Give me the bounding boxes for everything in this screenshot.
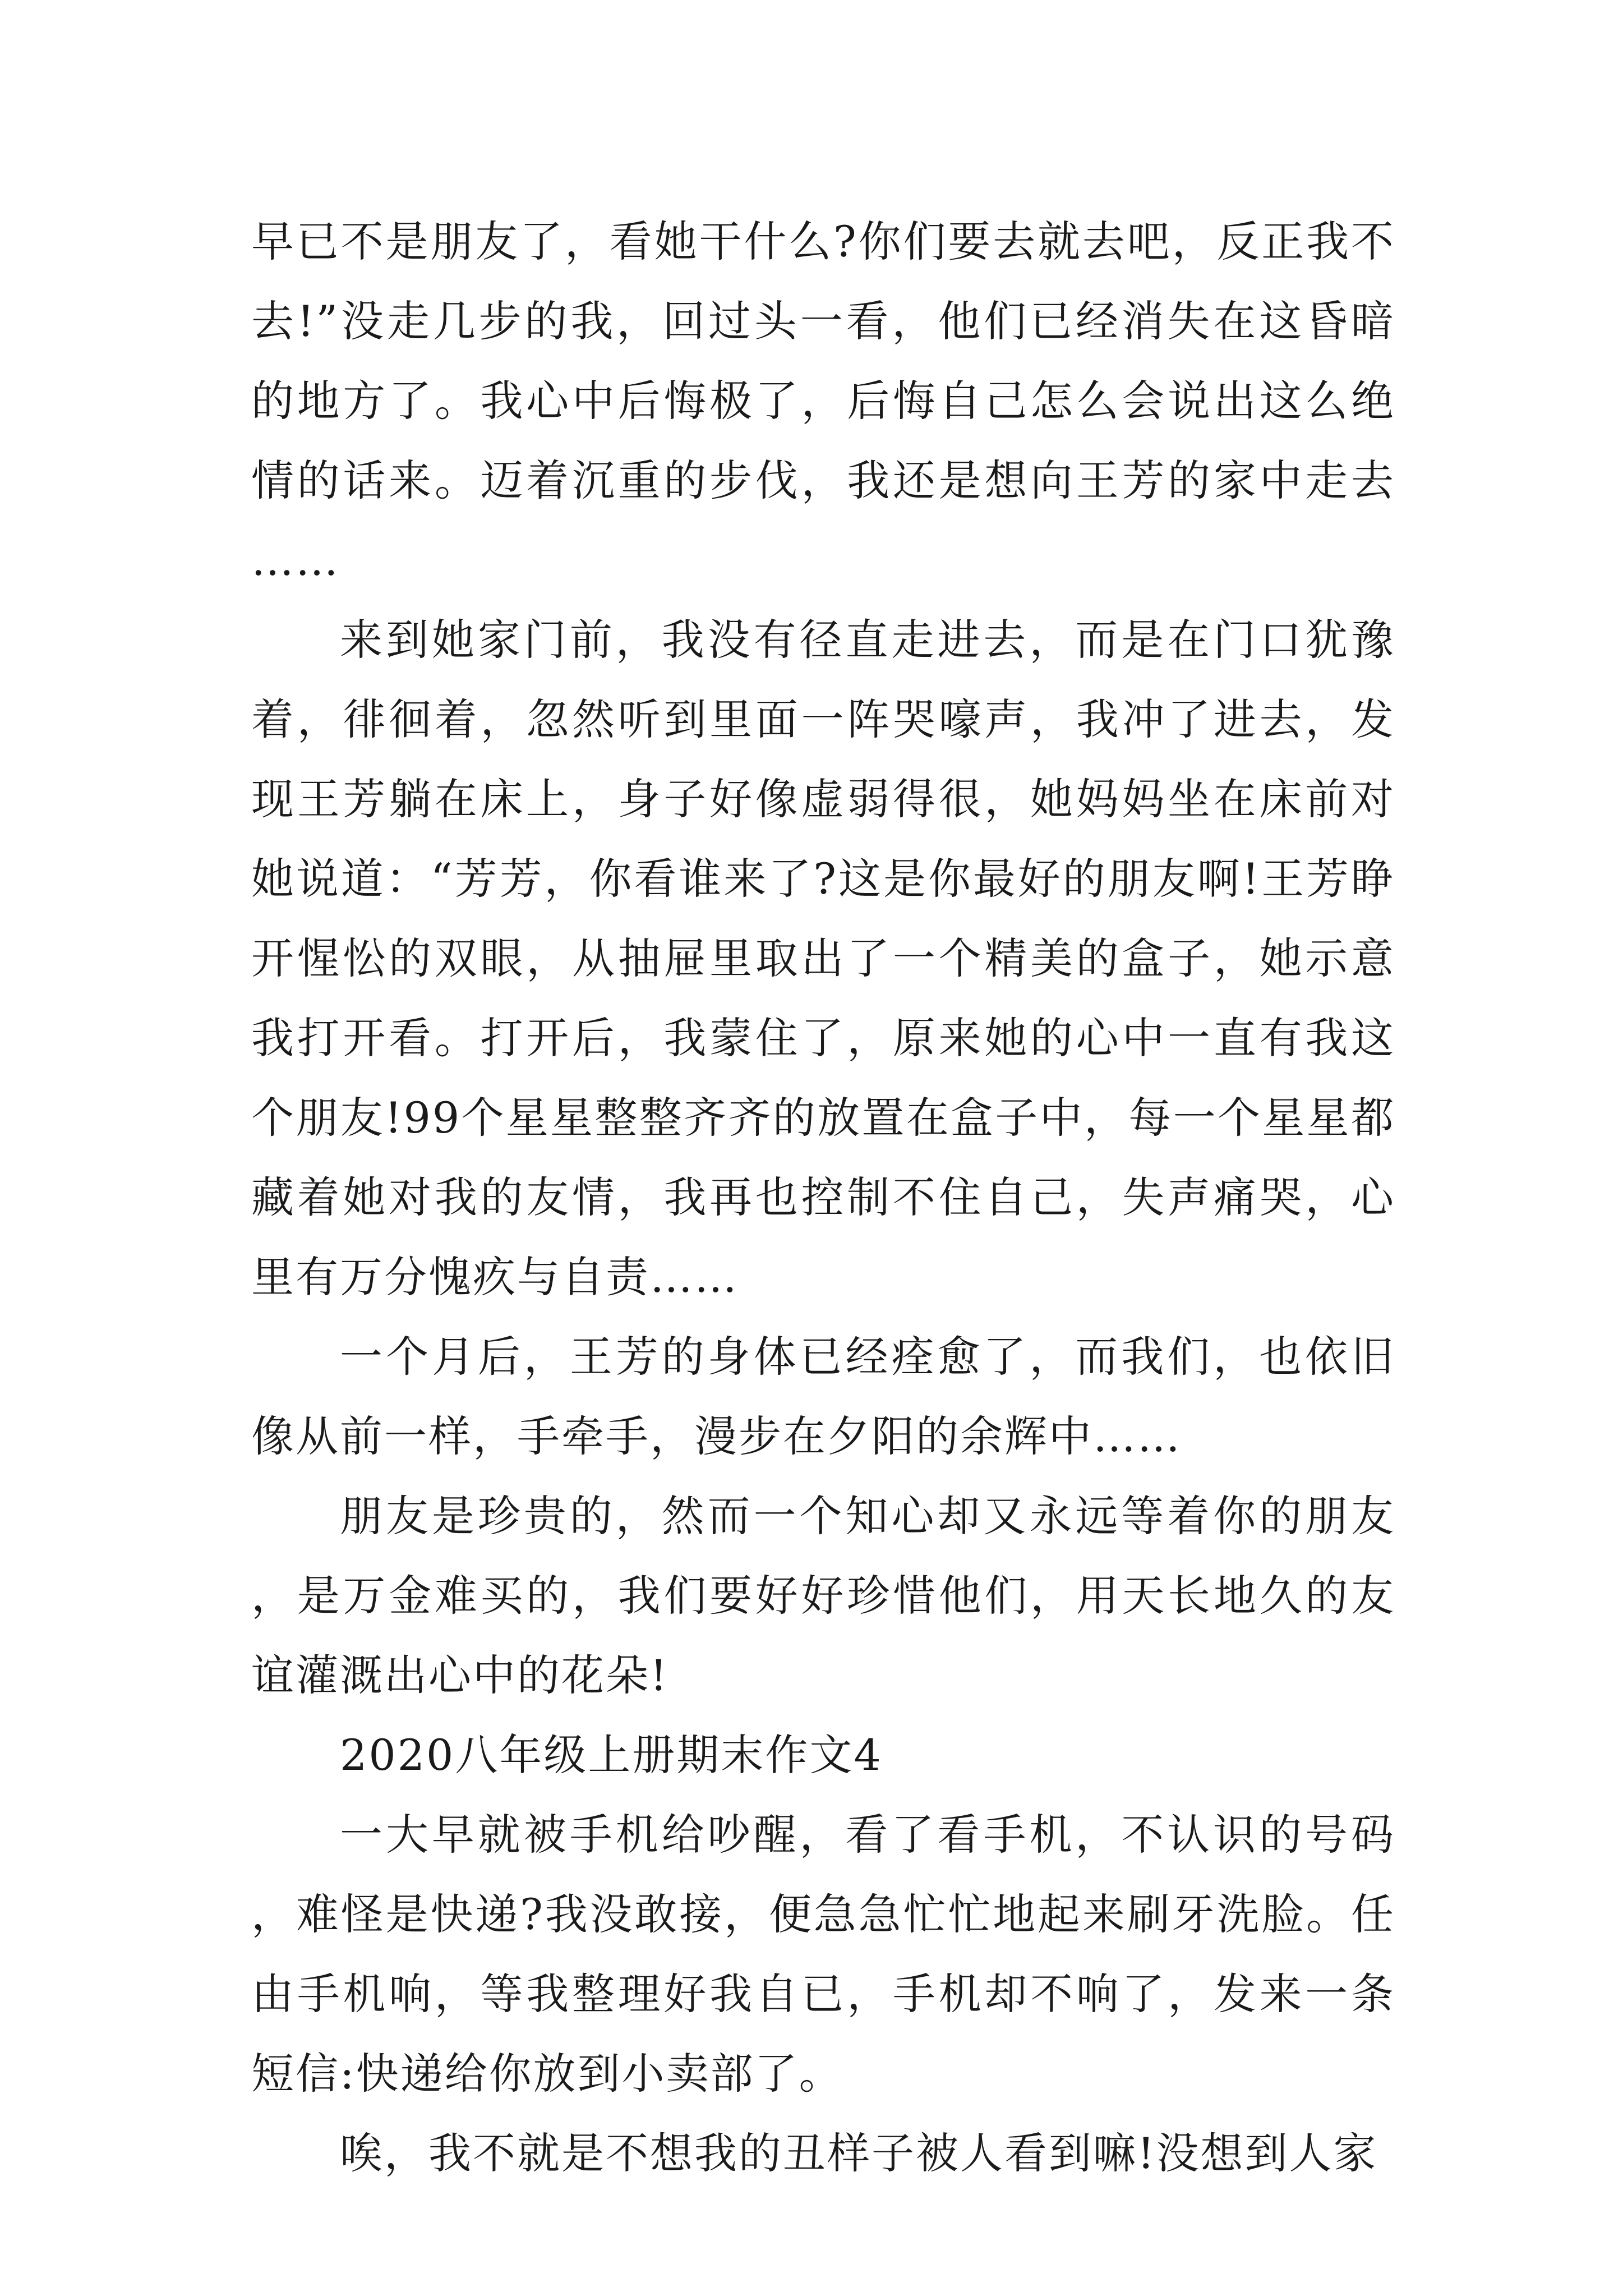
- paragraph-sigh: 唉，我不就是不想我的丑样子被人看到嘛!没想到人家: [340, 2128, 1378, 2178]
- essay-heading: 2020八年级上册期末作文4: [340, 1730, 883, 1780]
- paragraph-visit-home: 来到她家门前，我没有径直走进去，而是在门口犹豫着，徘徊着，忽然听到里面一阵哭嚎声，我冲了进去，发现王芳躺在床上，身子好像虚弱得很，她妈妈坐在床前对她说道：“芳芳，你看谁来了?这是你最好的朋友啊!王芳睁开惺忪的双眼，从抽屉里取出了一个精美的盒子，她示意我打开看。打开后，我蒙住了，原来她的心中一直有我这个朋友!99个星星整整齐齐的放置在盒子中，每一个星星都藏着她对我的友情，我再也控制不住自己，失声痛哭，心里有万分愧疚与自责……: [251, 615, 1395, 1302]
- paragraph-recovery: 一个月后，王芳的身体已经痊愈了，而我们，也依旧像从前一样，手牵手，漫步在夕阳的余辉中……: [251, 1332, 1395, 1461]
- paragraph-continuation: 早已不是朋友了，看她干什么?你们要去就去吧，反正我不去!”没走几步的我，回过头一看，他们已经消失在这昏暗的地方了。我心中后悔极了，后悔自己怎么会说出这么绝情的话来。迈着沉重的步伐，我还是想向王芳的家中走去……: [251, 217, 1395, 585]
- document-page: [251, 202, 1395, 2193]
- paragraph-conclusion: 朋友是珍贵的，然而一个知心却又永远等着你的朋友，是万金难买的，我们要好好珍惜他们，用天长地久的友谊灌溉出心中的花朵!: [251, 1491, 1395, 1700]
- paragraph-morning: 一大早就被手机给吵醒，看了看手机，不认识的号码，难怪是快递?我没敢接，便急急忙忙地起来刷牙洗脸。任由手机响，等我整理好我自已，手机却不响了，发来一条短信:快递给你放到小卖部了。: [251, 1810, 1395, 2099]
